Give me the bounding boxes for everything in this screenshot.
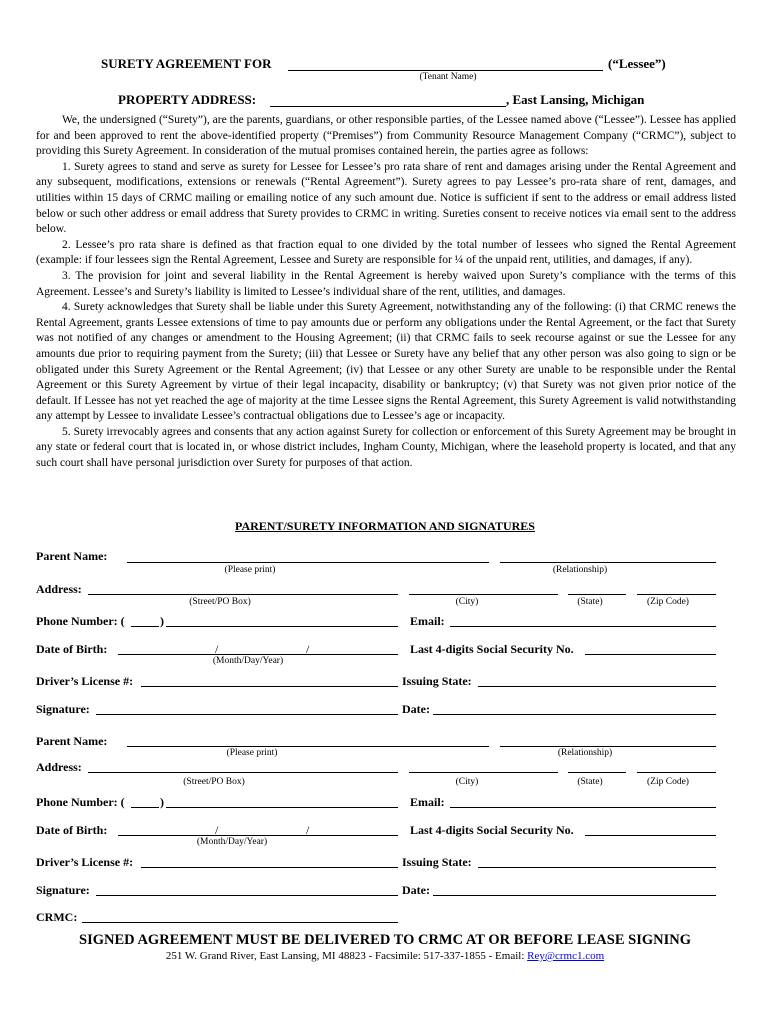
parent1-city-field[interactable] — [409, 594, 558, 595]
clause-4: 4. Surety acknowledges that Surety shall be liable under this Surety Agreement, notwithstanding any of the following: (i) that CRMC renews the Rental Agreement, grants Lessee extensions of time to pay amounts due or perform any obligations under the Rental Agreement, or the fact that Surety was not notified of any changes or amendment to the Housing Agreement; (ii) that CRMC fails to seek recourse against or sue the Lessee for any amounts due prior to requiring payment from the Surety; (iii) that Lessee or Surety have any belief that any other person was also going to sign or be obligated under this Surety Agreement or the Rental Agreement; (iv) that Lessee or any other Surety are unable to be responsible under the Rental Agreement or this Surety Agreement by virtue of their legal incapacity, disability or bankruptcy; (v) that Surety was not given prior notice of the default. If Lessee has not yet reached the age of majority at the time Lessee signs the Rental Agreement, this Surety Agreement is valid notwithstanding any attempt by Lessee to invalidate Lessee’s contractual obligations due to Lessee’s age or incapacity. — [36, 301, 736, 423]
parent2-signature-label: Signature: — [36, 883, 90, 897]
parent1-issuing-label: Issuing State: — [402, 674, 472, 688]
parent1-signature-field[interactable] — [96, 714, 398, 715]
parent2-phone-field[interactable] — [166, 807, 398, 808]
parent2-street-caption: (Street/PO Box) — [183, 777, 245, 787]
parent2-name-label: Parent Name: — [36, 734, 108, 748]
parent2-address-label: Address: — [36, 760, 82, 774]
parent1-dob-caption: (Month/Day/Year) — [212, 656, 284, 666]
parent1-zip-field[interactable] — [637, 594, 716, 595]
parent1-signature-label: Signature: — [36, 702, 90, 716]
parent1-license-label: Driver’s License #: — [36, 674, 134, 688]
clause-1: 1. Surety agrees to stand and serve as surety for Lessee for Lessee’s pro rata share of rent and damages arising under the Rental Agreement and any subsequent, modifications, extensions or renewals (“Rental Agreement”). Surety agrees to pay Lessee’s pro-rata share of rent, damages, and utilities within 15 days of CRMC mailing or emailing notice of any such amount due. Notice is sufficient if sent to the address or email address listed below or such other address or email address that Surety provides to CRMC in writing. Sureties consent to receive notices via email sent to the address below. — [36, 160, 736, 236]
contact-line — [166, 950, 604, 962]
parent1-phone-field[interactable] — [166, 626, 398, 627]
parent2-relationship-caption: (Relationship) — [557, 748, 613, 758]
parent2-date-field[interactable] — [433, 895, 716, 896]
agreement-body — [36, 113, 736, 472]
property-city: , East Lansing, Michigan — [506, 92, 645, 107]
property-address-label: PROPERTY ADDRESS: — [118, 92, 257, 107]
parent1-name-field[interactable] — [127, 562, 489, 563]
parent1-dob-label: Date of Birth: — [36, 642, 108, 656]
parent2-relationship-field[interactable] — [500, 746, 716, 747]
delivery-notice: SIGNED AGREEMENT MUST BE DELIVERED TO CRMC AT OR BEFORE LEASE SIGNING — [79, 932, 691, 948]
parent2-state-caption: (State) — [577, 777, 603, 787]
parent1-state-caption: (State) — [577, 597, 603, 607]
parent2-zip-field[interactable] — [637, 772, 716, 773]
parent2-ssn-label: Last 4-digits Social Security No. — [410, 823, 574, 837]
parent1-ssn-field[interactable] — [585, 654, 716, 655]
parent2-license-field[interactable] — [141, 867, 398, 868]
parent2-name-field[interactable] — [127, 746, 489, 747]
parent1-dob-field[interactable] — [118, 654, 398, 655]
section-title: PARENT/SURETY INFORMATION AND SIGNATURES — [235, 519, 535, 533]
parent2-dob-slash-2: / — [306, 823, 310, 837]
parent2-issuing-label: Issuing State: — [402, 855, 472, 869]
parent1-date-field[interactable] — [433, 714, 716, 715]
parent2-email-field[interactable] — [450, 807, 716, 808]
intro-paragraph: We, the undersigned (“Surety”), are the parents, guardians, or other responsible parties, of the Lessee named above (“Lessee”). Lessee has applied for and been approved to rent the above-identified property (“Premises”) from Community Resource Management Company (“CRMC”), subject to providing this Surety Agreement. In consideration of the mutual promises contained herein, the parties agree as follows: — [36, 114, 736, 158]
parent1-phone-paren: ) — [160, 614, 164, 628]
surety-agreement-title: SURETY AGREEMENT FOR — [101, 56, 272, 71]
parent1-license-field[interactable] — [141, 686, 398, 687]
parent1-relationship-field[interactable] — [500, 562, 716, 563]
parent2-issuing-field[interactable] — [478, 867, 716, 868]
parent1-area-code-field[interactable] — [131, 626, 159, 627]
parent2-state-field[interactable] — [568, 772, 626, 773]
parent2-zip-caption: (Zip Code) — [647, 777, 689, 787]
parent1-issuing-field[interactable] — [478, 686, 716, 687]
parent2-city-caption: (City) — [455, 777, 479, 787]
parent1-name-label: Parent Name: — [36, 549, 108, 563]
parent2-dob-caption: (Month/Day/Year) — [196, 837, 268, 847]
parent1-email-field[interactable] — [450, 626, 716, 627]
parent2-phone-paren: ) — [160, 795, 164, 809]
parent2-print-caption: (Please print) — [226, 748, 278, 758]
parent2-email-label: Email: — [410, 795, 445, 809]
parent1-print-caption: (Please print) — [224, 565, 276, 575]
crmc-label: CRMC: — [36, 910, 78, 924]
crmc-signature-field[interactable] — [82, 922, 398, 923]
contact-text: 251 W. Grand River, East Lansing, MI 48823 - Facsimile: 517-337-1855 - Email: — [165, 950, 528, 962]
parent1-dob-slash-1: / — [215, 642, 219, 656]
parent1-dob-slash-2: / — [306, 642, 310, 656]
clause-3: 3. The provision for joint and several liability in the Rental Agreement is hereby waived upon Surety’s compliance with the terms of this Agreement. Lessee’s and Surety’s liability is limited to Lessee’s individual share of the rent, utilities, and damages. — [36, 269, 736, 298]
parent2-street-field[interactable] — [88, 772, 398, 773]
parent2-dob-label: Date of Birth: — [36, 823, 108, 837]
parent2-license-label: Driver’s License #: — [36, 855, 134, 869]
parent2-dob-slash-1: / — [215, 823, 219, 837]
parent2-city-field[interactable] — [409, 772, 558, 773]
property-address-line[interactable] — [270, 106, 506, 107]
tenant-name-caption: (Tenant Name) — [419, 72, 477, 82]
parent1-zip-caption: (Zip Code) — [647, 597, 689, 607]
lessee-tag: (“Lessee”) — [608, 56, 666, 71]
clause-2: 2. Lessee’s pro rata share is defined as that fraction equal to one divided by the total number of lessees who signed the Rental Agreement (example: if four lessees sign the Rental Agreement, Lessee and Surety are responsible for ¼ of the unpaid rent, utilities, and damages, if any). — [36, 238, 736, 267]
clause-5: 5. Surety irrevocably agrees and consents that any action against Surety for collection or enforcement of this Surety Agreement may be brought in any state or federal court that is located in, or whose district includes, Ingham County, Michigan, where the leasehold property is located, and that any such court shall have personal jurisdiction over Surety for purposes of that action. — [36, 425, 736, 470]
parent1-date-label: Date: — [402, 702, 430, 716]
parent2-date-label: Date: — [402, 883, 430, 897]
parent2-phone-label: Phone Number: ( — [36, 795, 125, 809]
parent1-street-caption: (Street/PO Box) — [189, 597, 251, 607]
parent1-email-label: Email: — [410, 614, 445, 628]
tenant-name-line[interactable] — [288, 70, 603, 71]
parent1-address-label: Address: — [36, 582, 82, 596]
parent2-dob-field[interactable] — [118, 835, 398, 836]
parent2-signature-field[interactable] — [96, 895, 398, 896]
parent1-state-field[interactable] — [568, 594, 626, 595]
parent2-area-code-field[interactable] — [131, 807, 159, 808]
parent1-city-caption: (City) — [455, 597, 479, 607]
email-link[interactable]: Rey@crmc1.com — [527, 950, 605, 962]
parent1-relationship-caption: (Relationship) — [552, 565, 608, 575]
parent2-ssn-field[interactable] — [585, 835, 716, 836]
parent1-street-field[interactable] — [88, 594, 398, 595]
parent1-ssn-label: Last 4-digits Social Security No. — [410, 642, 574, 656]
parent1-phone-label: Phone Number: ( — [36, 614, 125, 628]
